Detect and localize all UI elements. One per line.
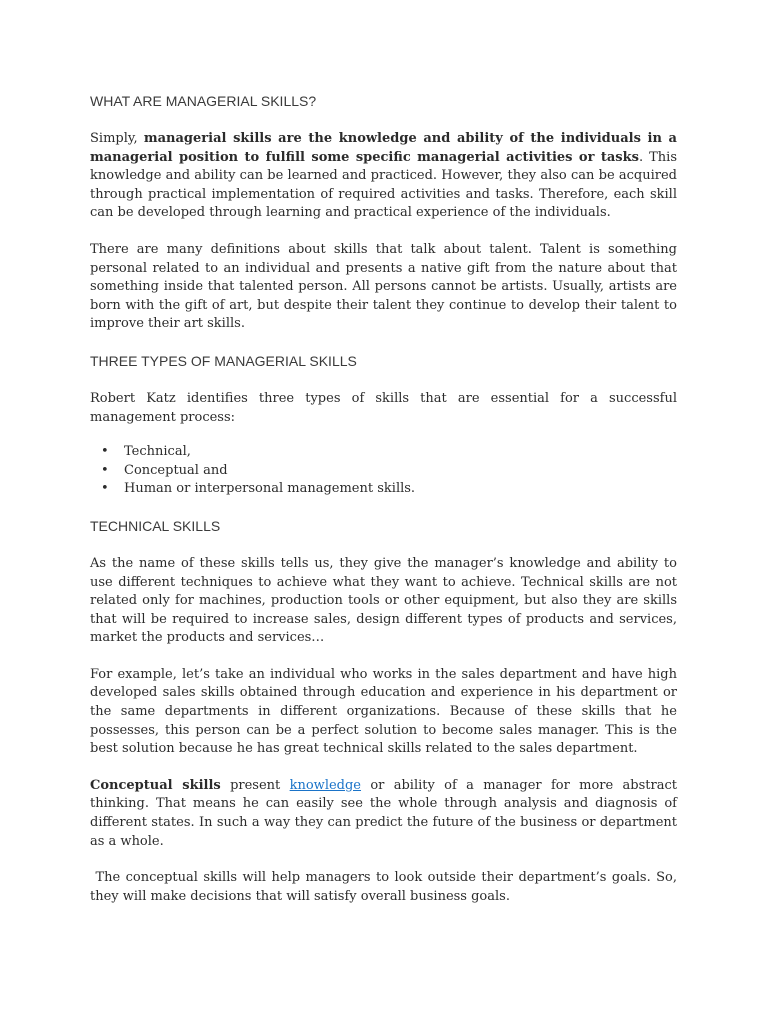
list-item-text: Technical, [124,444,191,460]
list-item-text: Human or interpersonal management skills. [124,481,416,497]
paragraph-talent: There are many definitions about skills that talk about talent. Talent is something personal related to an individual and presents a native gift from the nature about that something inside that talented person. All persons cannot be artists. Usually, artists are born with the gift of art, but despite their talent they continue to develop their talent to improve their art skills. [90,241,677,332]
paragraph-example: For example, let’s take an individual who works in the sales department and have high developed sales skills obtained through education and experience in his department or the same departments in different organizations. Because of these skills that he possesses, this person can be a perfect solution to become sales manager. This is the best solution because he has great technical skills related to the sales department. [90,666,677,757]
paragraph-katz: Robert Katz identifies three types of skills that are essential for a successful management process: [90,390,677,425]
heading-technical-skills: TECHNICAL SKILLS [90,517,221,534]
bullet-glyph: • [101,481,109,497]
conceptual-mid: present [220,777,290,793]
paragraph-conceptual-goals: The conceptual skills will help managers to look outside their department’s goals. So, they will make decisions that will satisfy overall business goals. [90,870,682,904]
conceptual-rest: or ability of a manager for more abstract thinking. That means he can easily see the whole through analysis and diagnosis of different states. In such a way they can predict the future of the business or department as a whole. [90,777,677,849]
document-page [90,92,682,906]
paragraph-technical: As the name of these skills tells us, they give the manager’s knowledge and ability to use different techniques to achieve what they want to achieve. Technical skills are not related only for machines, production tools or other equipment, but also they are skills that will be required to increase sales, design different types of products and services, market the products and services… [90,555,677,646]
list-item [90,480,677,499]
paragraph-definition-bold: managerial skills are the knowledge and ability of the individuals in a managerial position to fulfill some specific managerial activities or tasks [90,131,677,165]
paragraph-definition-rest: . This knowledge and ability can be learned and practiced. However, they also can be acquired through practical implementation of required activities and tasks. Therefore, each skill can be developed through learning and practical experience of the individuals. [90,149,678,221]
heading-what-are-managerial-skills: WHAT ARE MANAGERIAL SKILLS? [90,93,317,109]
paragraph-definition [90,130,677,223]
list-item [90,443,677,462]
paragraph-conceptual [90,777,677,851]
list-item-text: Conceptual and [124,462,228,478]
list-item [90,462,677,481]
paragraph-definition-lead: Simply, [90,131,144,146]
bullet-glyph: • [101,444,109,460]
knowledge-link[interactable]: knowledge [289,777,362,793]
heading-three-types: THREE TYPES OF MANAGERIAL SKILLS [90,352,357,369]
bullet-glyph: • [101,462,109,478]
skill-types-list [90,443,677,499]
conceptual-skills-bold: Conceptual skills [90,777,221,793]
